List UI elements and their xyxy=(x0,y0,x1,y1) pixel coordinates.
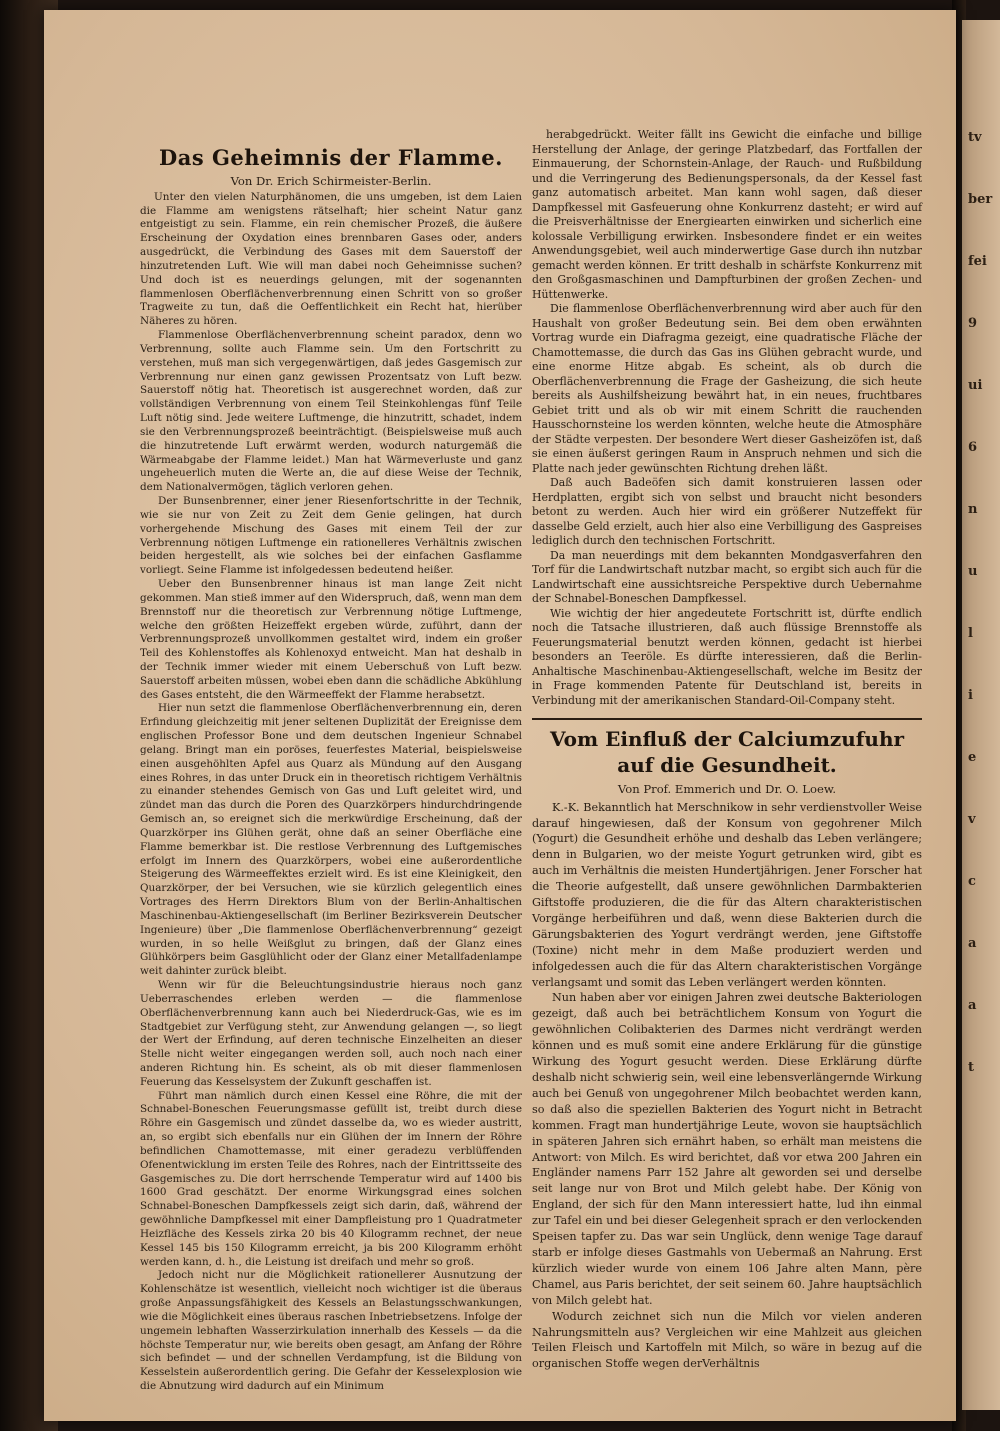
paragraph: Hier nun setzt die flammenlose Oberflächenverbrennung ein, deren Erfindung gleichzeitig mit jener seltenen Duplizität der Ereignisse dem englischen Professor Bone und dem deutschen Ingenieur Schnabel gelang. Bringt man ein poröses, feuerfestes Material, beispielsweise einen ausgehöhlten Apfel aus Quarz als Mündung auf den Ausgang eines Rohres, in das unter Druck ein in theoretisch richtigem Verhältnis zu einander stehendes Gemisch von Gas und Luft geleitet wird, und zündet man das durch die Poren des Quarzkörpers hindurchdringende Gemisch an, so ereignet sich die merkwürdige Erscheinung, daß der Quarzkörper ins Glühen gerät, ohne daß an seiner Oberfläche eine Flamme bemerkbar ist. Die restlose Verbrennung des Luftgemisches erfolgt im Innern des Quarzkörpers, wobei eine außerordentliche Steigerung des Wärmeeffektes erzielt wird. Es ist eine Kleinigkeit, den Quarzkörper, der bei Versuchen, wie sie kürzlich gelegentlich eines Vortrages des Herrn Direktors Blum von der Berlin-Anhaltischen Maschinenbau-Aktiengesellschaft (im Berliner Bezirksverein Deutscher Ingenieure) über „Die flammenlose Oberflächenverbrennung“ gezeigt wurden, in so helle Weißglut zu bringen, daß der Glanz eines Glühkörpers beim Gasglühlicht oder der Glanz einer Metallfadenlampe weit dahinter zurück bleibt. xyxy=(140,702,522,978)
column-right xyxy=(532,128,922,1372)
facing-page-fragment: t xyxy=(968,1060,975,1075)
facing-page-fragment: ui xyxy=(968,378,983,393)
facing-page-fragment: l xyxy=(968,626,973,641)
facing-page-fragment: tv xyxy=(968,130,982,145)
paragraph: Wie wichtig der hier angedeutete Fortschritt ist, dürfte endlich noch die Tatsache illustrieren, daß auch flüssige Brennstoffe als Feuerungsmaterial benutzt werden können, gedacht ist hierbei besonders an Teeröle. Es dürfte interessieren, daß die Berlin-Anhaltische Maschinenbau-Aktiengesellschaft, welche im Besitz der in Frage kommenden Patente für Deutschland ist, bereits in Verbindung mit der amerikanischen Standard-Oil-Company steht. xyxy=(532,606,922,707)
article2-title: Vom Einfluß der Calciumzufuhr auf die Gesundheit. xyxy=(549,727,905,777)
article-separator xyxy=(532,718,922,720)
article-body-left xyxy=(140,191,522,1394)
article2-author: Von Prof. Emmerich und Dr. O. Loew. xyxy=(617,782,837,796)
facing-page-fragment: e xyxy=(968,750,977,765)
paragraph: Daß auch Badeöfen sich damit konstruieren lassen oder Herdplatten, ergibt sich von selbst und braucht nicht besonders betont zu werden. Auch hier wird ein größerer Nutzeffekt für dasselbe Geld erzielt, auch hier also eine Verbilligung des Gaspreises lediglich durch den technischen Fortschritt. xyxy=(532,476,922,547)
paragraph: Wodurch zeichnet sich nun die Milch vor vielen anderen Nahrungsmitteln aus? Vergleichen wir eine Mahlzeit aus gleichen Teilen Fleisch und Kartoffeln mit Milch, so wäre in bezug auf die organischen Stoffe wegen derVerhältnis xyxy=(532,1309,922,1371)
article-body-right xyxy=(532,128,922,708)
facing-page-fragment: a xyxy=(968,936,977,951)
facing-page-fragment: n xyxy=(968,502,978,517)
facing-page-edge xyxy=(962,20,1000,1410)
article2-body xyxy=(532,800,922,1373)
paragraph: K.-K. Bekanntlich hat Merschnikow in sehr verdienstvoller Weise darauf hingewiesen, daß der Konsum von gegohrener Milch (Yogurt) die Gesundheit erhöhe und deshalb das Leben verlängere; denn in Bulgarien, wo der meiste Yogurt getrunken wird, gibt es auch im Verhältnis die meisten Hundertjährigen. Jener Forscher hat die Theorie aufgestellt, daß unsere gewöhnlichen Darmbakterien Giftstoffe produzieren, die die für das Altern charakteristischen Vorgänge herbeiführen und daß, wenn diese Bakterien durch die Gärungsbakterien des Yogurt verdrängt werden, jene Giftstoffe (Toxine) nicht mehr in dem Maße produziert werden und infolgedessen auch die für das Altern charakteristischen Vorgänge verlangsamt und somit das Leben verlängert werden könnten. xyxy=(532,800,922,989)
paragraph: Unter den vielen Naturphänomen, die uns umgeben, ist dem Laien die Flamme am wenigstens rätselhaft; hier scheint Natur ganz entgeistigt zu sein. Flamme, ein rein chemischer Prozeß, die äußere Erscheinung der Oxydation eines brennbaren Gases oder, anders ausgedrückt, die Verbindung des Gases mit dem Sauerstoff der hinzutretenden Luft. Wie will man dabei noch Geheimnisse suchen? Und doch ist es neuerdings gelungen, mit der sogenannten flammenlosen Oberflächenverbrennung einen Schritt von so großer Tragweite zu tun, daß die Oeffentlichkeit ein Recht hat, hierüber Näheres zu hören. xyxy=(140,190,522,328)
column-left xyxy=(140,145,522,1394)
facing-page-fragment: a xyxy=(968,998,977,1013)
paragraph: Ueber den Bunsenbrenner hinaus ist man lange Zeit nicht gekommen. Man stieß immer auf den Widerspruch, daß, wenn man dem Brennstoff nur die theoretisch zur Verbrennung nötige Luftmenge, welche den größten Heizeffekt ergeben würde, zuführt, dann der Verbrennungsprozeß unvollkommen gestaltet wird, indem ein großer Teil des Kohlenstoffes als Kohlenoxyd entweicht. Man hat deshalb in der Technik immer wieder mit einem Ueberschuß von Luft bezw. Sauerstoff arbeiten müssen, wobei eben dann die schädliche Abkühlung des Gases entsteht, die den Wärmeeffekt der Flamme herabsetzt. xyxy=(140,578,523,701)
paragraph: Führt man nämlich durch einen Kessel eine Röhre, die mit der Schnabel-Boneschen Feuerungsmasse gefüllt ist, treibt durch diese Röhre ein Gasgemisch und zündet dasselbe da, wo es wieder austritt, an, so ergibt sich ebenfalls nur ein Glühen der im Innern der Röhre befindlichen Chamottemasse, mit einer geradezu verblüffenden Ofenentwicklung im ersten Teile des Rohres, nach der Eintrittsseite des Gasgemisches zu. Die dort herrschende Temperatur wird auf 1400 bis 1600 Grad geschätzt. Der enorme Wirkungsgrad eines solchen Schnabel-Boneschen Dampfkessels zeigt sich darin, daß, während der gewöhnliche Dampfkessel mit einer Dampfleistung pro 1 Quadratmeter Heizfläche des Kessels zirka 20 bis 40 Kilogramm rechnet, der neue Kessel 145 bis 150 Kilogramm erreicht, ja bis 200 Kilogramm erhöht werden kann, d. h., die Leistung ist dreifach und mehr so groß. xyxy=(140,1089,522,1268)
facing-page-fragment: 6 xyxy=(968,440,978,455)
facing-page-fragment: i xyxy=(968,688,973,703)
facing-page-fragment: u xyxy=(968,564,978,579)
paragraph: Da man neuerdings mit dem bekannten Mondgasverfahren den Torf für die Landwirtschaft nutzbar macht, so ergibt sich auch für die Landwirtschaft eine aussichtsreiche Perspektive durch Uebernahme der Schnabel-Boneschen Dampfkessel. xyxy=(532,548,922,605)
facing-page-fragment: v xyxy=(968,812,976,827)
facing-page-fragment: 9 xyxy=(968,316,978,331)
facing-page-fragment: ber xyxy=(968,192,993,207)
paragraph: Die flammenlose Oberflächenverbrennung wird aber auch für den Haushalt von großer Bedeutung sein. Bei dem oben erwähnten Vortrag wurde ein Diafragma gezeigt, eine quadratische Fläche der Chamottemasse, die durch das Gas ins Glühen gebracht wurde, und eine enorme Hitze abgab. Es scheint, als ob durch die Oberflächenverbrennung die Frage der Gasheizung, die sich heute bereits als Aushilfsheizung bewährt hat, in ein neues, fruchtbares Gebiet tritt und als ob wir mit einem Schritt die rauchenden Hausschornsteine los werden könnten, welche heute die Atmosphäre der Städte verpesten. Der besondere Wert dieser Gasheizöfen ist, daß sie einen äußerst geringen Raum in Anspruch nehmen und sich die Platte nach jeder gewünschten Richtung drehen läßt. xyxy=(532,302,922,475)
facing-page-fragment: c xyxy=(968,874,976,889)
paragraph: Wenn wir für die Beleuchtungsindustrie hieraus noch ganz Ueberraschendes erleben werden — die flammenlose Oberflächenverbrennung kann auch bei Niederdruck-Gas, wie es im Stadtgebiet zur Verfügung steht, zur Anwendung gelangen —, so liegt der Wert der Erfindung, auf deren technische Einzelheiten an dieser Stelle nicht weiter eingegangen werden soll, auch noch nach einer anderen Richtung hin. Es scheint, als ob mit dieser flammenlosen Feuerung das Kesselsystem der Zukunft geschaffen ist. xyxy=(140,979,522,1088)
facing-page-fragment: fei xyxy=(968,254,987,269)
paragraph: Flammenlose Oberflächenverbrennung scheint paradox, denn wo Verbrennung, sollte auch Flamme sein. Um den Fortschritt zu verstehen, muß man sich vergegenwärtigen, daß jedes Gasgemisch zur Verbrennung nur einen ganz gewissen Prozentsatz von Luft bezw. Sauerstoff nötig hat. Theoretisch ist ausgerechnet worden, daß zur vollständigen Verbrennung von einem Teil Steinkohlengas fünf Teile Luft nötig sind. Jede weitere Luftmenge, die hinzutritt, schadet, indem sie den Verbrennungsprozeß beeinträchtigt. (Beispielsweise muß auch die hinzutretende Luft erwärmt werden, wodurch naturgemäß die Wärmeabgabe der Flamme leidet.) Man hat Wärmeverluste und ganz ungeheuerlich muten die Werte an, die auf diese Weise der Technik, dem Nationalvermögen, täglich verloren gehen. xyxy=(140,329,522,494)
paragraph: Jedoch nicht nur die Möglichkeit rationellerer Ausnutzung der Kohlenschätze ist wesentlich, vielleicht noch wichtiger ist die überaus große Anpassungsfähigkeit des Kessels an Belastungsschwankungen, wie die Möglichkeit eines überaus raschen Inbetriebsetzens. Infolge der ungemein lebhaften Wasserzirkulation innerhalb des Kessels — da die höchste Temperatur nur, wie bereits oben gesagt, am Anfang der Röhre sich befindet — und der schnellen Verdampfung, ist die Bildung von Kesselstein außerordentlich gering. Die Gefahr der Kesselexplosion wie die Abnutzung wird dadurch auf ein Minimum xyxy=(140,1269,522,1393)
article-author: Von Dr. Erich Schirmeister-Berlin. xyxy=(230,174,432,188)
paragraph: herabgedrückt. Weiter fällt ins Gewicht die einfache und billige Herstellung der Anlage, der geringe Platzbedarf, das Fortfallen der Einmauerung, der Schornstein-Anlage, der Rauch- und Rußbildung und die Verringerung des Bedienungspersonals, da der Kessel fast ganz automatisch arbeitet. Man kann wohl sagen, daß dieser Dampfkessel mit Gasfeuerung ohne Konkurrenz dasteht; er wird auf die Preisverhältnisse der Energiearten einwirken und sicherlich eine kolossale Verbilligung erwirken. Insbesondere findet er ein weites Anwendungsgebiet, weil auch minderwertige Gase durch ihn nutzbar gemacht werden können. Er tritt deshalb in schärfste Konkurrenz mit den Großgasmaschinen und Dampfturbinen der großen Zechen- und Hüttenwerke. xyxy=(532,128,922,301)
paragraph: Nun haben aber vor einigen Jahren zwei deutsche Bakteriologen gezeigt, daß auch bei beträchtlichem Konsum von Yogurt die gewöhnlichen Colibakterien des Darmes nicht verdrängt werden können und es muß somit eine andere Erklärung für die günstige Wirkung des Yogurt gesucht werden. Diese Erklärung dürfte deshalb nicht schwierig sein, weil eine lebensverlängernde Wirkung auch bei Genuß von ungegohrener Milch beobachtet werden kann, so daß also die speziellen Bakterien des Yogurt nicht in Betracht kommen. Fragt man hundertjährige Leute, wovon sie hauptsächlich in späteren Jahren sich ernährt haben, so erhält man meistens die Antwort: von Milch. Es wird berichtet, daß vor etwa 200 Jahren ein Engländer namens Parr 152 Jahre alt geworden sei und derselbe seit lange nur von Brot und Milch gelebt habe. Der König von England, der sich für den Mann interessiert hatte, lud ihn einmal zur Tafel ein und bei dieser Gelegenheit sprach er den verlockenden Speisen tapfer zu. Das war sein Unglück, denn wenige Tage darauf starb er infolge dieses Gastmahls von Uebermaß an Nahrung. Erst kürzlich wieder wurde von einem 106 Jahre alten Mann, père Chamel, aus Paris berichtet, der seit seinem 60. Jahre hauptsächlich von Milch gelebt hat. xyxy=(532,991,922,1307)
paragraph: Der Bunsenbrenner, einer jener Riesenfortschritte in der Technik, wie sie nur von Zeit zu Zeit dem Genie gelingen, hat durch vorhergehende Mischung des Gases mit einem Teil der zur Verbrennung nötigen Luftmenge ein rationelleres Verhältnis zwischen beiden hergestellt, als wie solches bei der einfachen Gasflamme vorliegt. Seine Flamme ist infolgedessen bedeutend heißer. xyxy=(140,495,522,577)
article-title: Das Geheimnis der Flamme. xyxy=(159,145,503,170)
